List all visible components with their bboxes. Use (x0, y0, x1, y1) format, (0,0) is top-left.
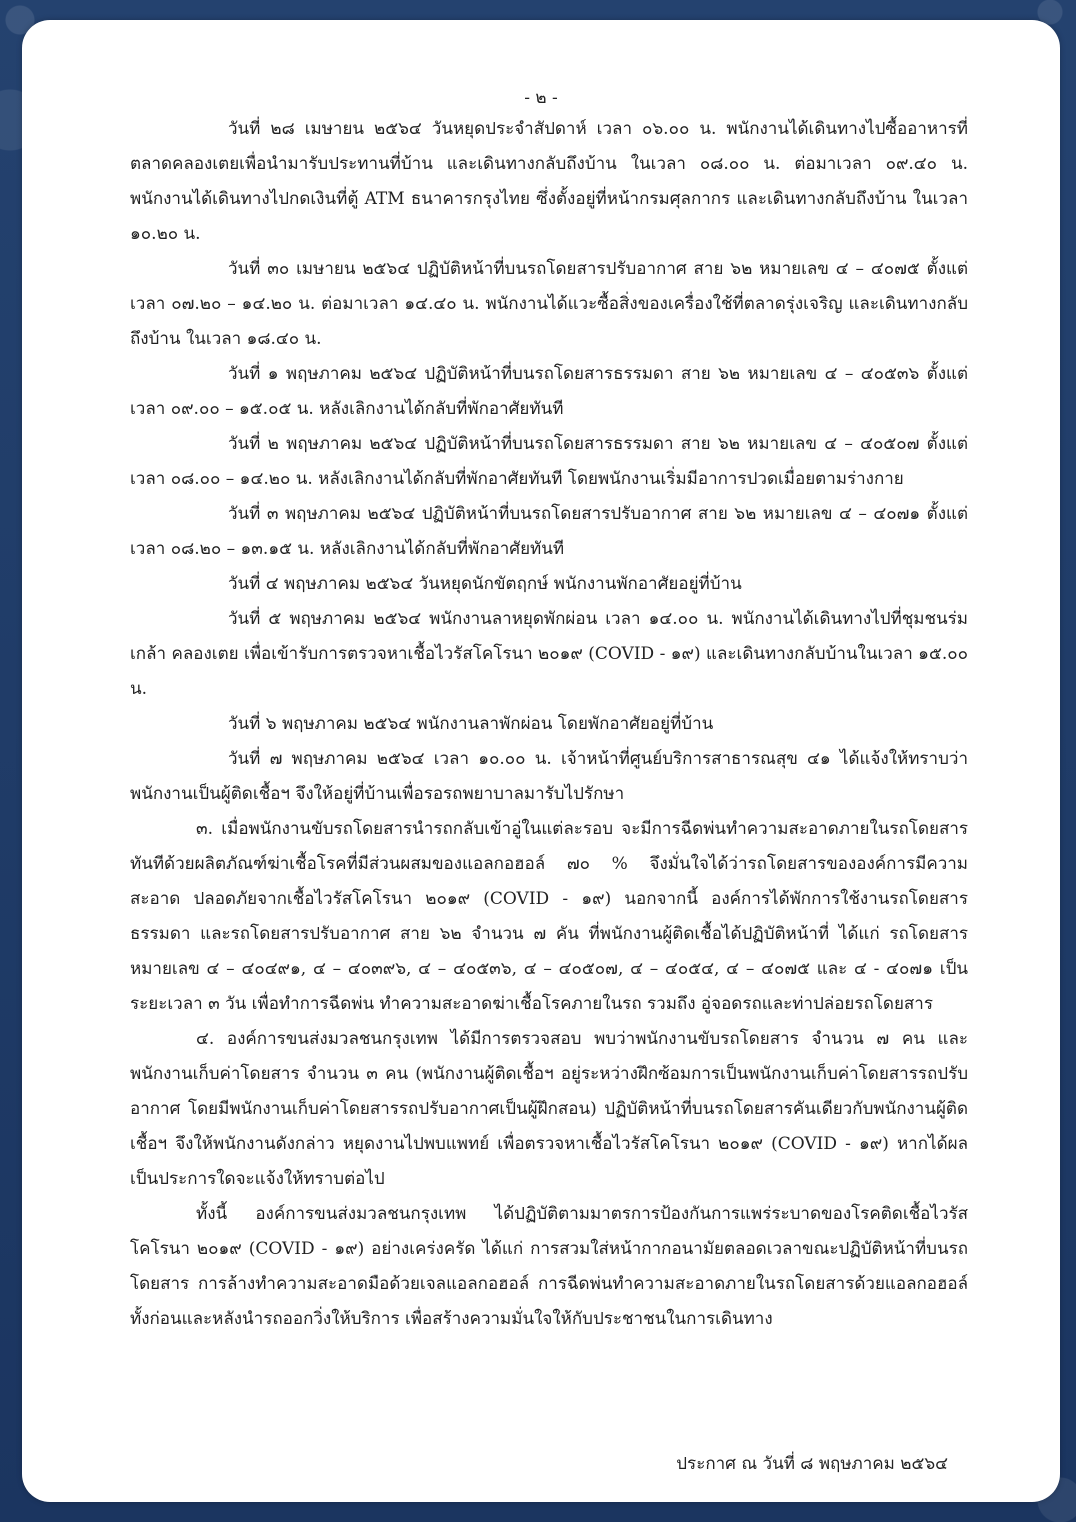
paragraph: วันที่ ๒๘ เมษายน ๒๕๖๔ วันหยุดประจำสัปดาห์ เวลา ๐๖.๐๐ น. พนักงานได้เดินทางไปซื้ออาหารที่ตลาดคลองเตยเพื่อนำมารับประทานที่บ้าน และเดินทางกลับถึงบ้าน ในเวลา ๐๘.๐๐ น. ต่อมาเวลา ๐๙.๔๐ น. พนักงานได้เดินทางไปกดเงินที่ตู้ ATM ธนาคารกรุงไทย ซึ่งตั้งอยู่ที่หน้ากรมศุลกากร และเดินทางกลับถึงบ้าน ในเวลา ๑๐.๒๐ น. (130, 119, 968, 244)
announcement-date: ประกาศ ณ วันที่ ๘ พฤษภาคม ๒๕๖๔ (676, 1454, 948, 1474)
paragraph: วันที่ ๓๐ เมษายน ๒๕๖๔ ปฏิบัติหน้าที่บนรถโดยสารปรับอากาศ สาย ๖๒ หมายเลข ๔ – ๔๐๗๕ ตั้งแต่เวลา ๐๗.๒๐ – ๑๔.๒๐ น. ต่อมาเวลา ๑๔.๔๐ น. พนักงานได้แวะซื้อสิ่งของเครื่องใช้ที่ตลาดรุ่งเจริญ และเดินทางกลับถึงบ้าน ในเวลา ๑๘.๔๐ น. (130, 259, 968, 349)
paragraph: ทั้งนี้ องค์การขนส่งมวลชนกรุงเทพ ได้ปฏิบัติตามมาตรการป้องกันการแพร่ระบาดของโรคติดเชื้อไวรัสโคโรนา ๒๐๑๙ (COVID - ๑๙) อย่างเคร่งครัด ได้แก่ การสวมใส่หน้ากากอนามัยตลอดเวลาขณะปฏิบัติหน้าที่บนรถโดยสาร การล้างทำความสะอาดมือด้วยเจลแอลกอฮอล์ การฉีดพ่นทำความสะอาดภายในรถโดยสารด้วยแอลกอฮอล์ ทั้งก่อนและหลังนำรถออกวิ่งให้บริการ เพื่อสร้างความมั่นใจให้กับประชาชนในการเดินทาง (130, 1204, 968, 1329)
paragraph: วันที่ ๔ พฤษภาคม ๒๕๖๔ วันหยุดนักขัตฤกษ์ พนักงานพักอาศัยอยู่ที่บ้าน (228, 574, 742, 594)
document-page (22, 20, 1060, 1502)
paragraph: วันที่ ๗ พฤษภาคม ๒๕๖๔ เวลา ๑๐.๐๐ น. เจ้าหน้าที่ศูนย์บริการสาธารณสุข ๔๑ ได้แจ้งให้ทราบว่า พนักงานเป็นผู้ติดเชื้อฯ จึงให้อยู่ที่บ้านเพื่อรอรถพยาบาลมารับไปรักษา (130, 749, 968, 804)
paragraph: ๔. องค์การขนส่งมวลชนกรุงเทพ ได้มีการตรวจสอบ พบว่าพนักงานขับรถโดยสาร จำนวน ๗ คน และพนักงานเก็บค่าโดยสาร จำนวน ๓ คน (พนักงานผู้ติดเชื้อฯ อยู่ระหว่างฝึกซ้อมการเป็นพนักงานเก็บค่าโดยสารรถปรับอากาศ โดยมีพนักงานเก็บค่าโดยสารรถปรับอากาศเป็นผู้ฝึกสอน) ปฏิบัติหน้าที่บนรถโดยสารคันเดียวกับพนักงานผู้ติดเชื้อฯ จึงให้พนักงานดังกล่าว หยุดงานไปพบแพทย์ เพื่อตรวจหาเชื้อไวรัสโคโรนา ๒๐๑๙ (COVID - ๑๙) หากได้ผลเป็นประการใดจะแจ้งให้ทราบต่อไป (130, 1029, 968, 1189)
paragraph: วันที่ ๕ พฤษภาคม ๒๕๖๔ พนักงานลาหยุดพักผ่อน เวลา ๑๔.๐๐ น. พนักงานได้เดินทางไปที่ชุมชนร่มเกล้า คลองเตย เพื่อเข้ารับการตรวจหาเชื้อไวรัสโคโรนา ๒๐๑๙ (COVID - ๑๙) และเดินทางกลับบ้านในเวลา ๑๕.๐๐ น. (130, 609, 968, 699)
paragraph: วันที่ ๒ พฤษภาคม ๒๕๖๔ ปฏิบัติหน้าที่บนรถโดยสารธรรมดา สาย ๖๒ หมายเลข ๔ – ๔๐๕๐๗ ตั้งแต่เวลา ๐๘.๐๐ – ๑๔.๒๐ น. หลังเลิกงานได้กลับที่พักอาศัยทันที โดยพนักงานเริ่มมีอาการปวดเมื่อยตามร่างกาย (130, 434, 968, 489)
paragraph: ๓. เมื่อพนักงานขับรถโดยสารนำรถกลับเข้าอู่ในแต่ละรอบ จะมีการฉีดพ่นทำความสะอาดภายในรถโดยสารทันทีด้วยผลิตภัณฑ์ฆ่าเชื้อโรคที่มีส่วนผสมของแอลกอฮอล์ ๗๐ % จึงมั่นใจได้ว่ารถโดยสารขององค์การมีความสะอาด ปลอดภัยจากเชื้อไวรัสโคโรนา ๒๐๑๙ (COVID - ๑๙) นอกจากนี้ องค์การได้พักการใช้งานรถโดยสารธรรมดา และรถโดยสารปรับอากาศ สาย ๖๒ จำนวน ๗ คัน ที่พนักงานผู้ติดเชื้อได้ปฏิบัติหน้าที่ ได้แก่ รถโดยสาร หมายเลข ๔ – ๔๐๔๙๑, ๔ – ๔๐๓๙๖, ๔ – ๔๐๕๓๖, ๔ – ๔๐๕๐๗, ๔ – ๔๐๕๔, ๔ – ๔๐๗๕ และ ๔ - ๔๐๗๑ เป็นระยะเวลา ๓ วัน เพื่อทำการฉีดพ่น ทำความสะอาดฆ่าเชื้อโรคภายในรถ รวมถึง อู่จอดรถและท่าปล่อยรถโดยสาร (130, 819, 968, 1014)
paragraph: วันที่ ๓ พฤษภาคม ๒๕๖๔ ปฏิบัติหน้าที่บนรถโดยสารปรับอากาศ สาย ๖๒ หมายเลข ๔ – ๔๐๗๑ ตั้งแต่เวลา ๐๘.๒๐ – ๑๓.๑๕ น. หลังเลิกงานได้กลับที่พักอาศัยทันที (130, 504, 968, 559)
document-body (130, 112, 968, 1337)
paragraph: วันที่ ๑ พฤษภาคม ๒๕๖๔ ปฏิบัติหน้าที่บนรถโดยสารธรรมดา สาย ๖๒ หมายเลข ๔ – ๔๐๕๓๖ ตั้งแต่เวลา ๐๙.๐๐ – ๑๕.๐๕ น. หลังเลิกงานได้กลับที่พักอาศัยทันที (130, 364, 968, 419)
paragraph: วันที่ ๖ พฤษภาคม ๒๕๖๔ พนักงานลาพักผ่อน โดยพักอาศัยอยู่ที่บ้าน (228, 714, 714, 734)
page-number: - ๒ - (524, 88, 558, 108)
